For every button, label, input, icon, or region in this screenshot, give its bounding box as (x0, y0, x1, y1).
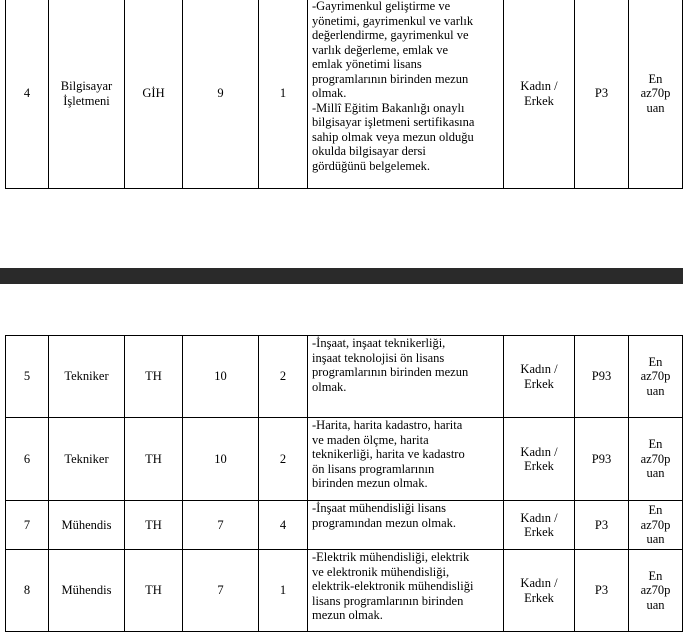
gender-cell (504, 501, 575, 550)
requirements-cell (308, 0, 504, 189)
cell-line: Tekniker (64, 369, 109, 384)
cell-line: birinden mezun olmak. (312, 476, 428, 490)
cell-line: uan (646, 597, 665, 612)
degree-cell: 9 (183, 0, 259, 189)
degree-cell: 7 (183, 550, 259, 632)
cell-line: Kadın / (520, 79, 558, 93)
cell-line: ön lisans programlarının (312, 461, 435, 476)
cell-line: mezun olmak. (312, 608, 383, 622)
kpss-score-type-cell: P3 (575, 0, 629, 189)
requirements-cell (308, 501, 504, 550)
cell-line: gördüğünü belgelemek. (312, 158, 431, 173)
cell-line: En (648, 568, 663, 583)
class-code-cell: TH (125, 501, 183, 550)
table-row (6, 501, 683, 550)
cell-line: Mühendis (61, 583, 112, 598)
row-number-cell: 4 (6, 0, 49, 189)
positions-table-bottom (5, 335, 683, 632)
cell-line: programından mezun olmak. (312, 515, 457, 530)
class-code-cell: TH (125, 418, 183, 501)
requirements-cell (308, 336, 504, 418)
degree-cell: 10 (183, 336, 259, 418)
cell-line: uan (646, 383, 665, 398)
cell-line: olmak. (312, 86, 347, 100)
cell-line: okulda bilgisayar dersi (312, 144, 426, 158)
positions-table-top (5, 0, 683, 189)
cell-line: uan (646, 532, 665, 547)
gender-cell (504, 550, 575, 632)
kpss-score-type-cell: P3 (575, 501, 629, 550)
table-row (6, 418, 683, 501)
cell-line: En (648, 354, 663, 369)
cell-line: elektrik-elektronik mühendisliği (312, 579, 474, 593)
gender-cell (504, 0, 575, 189)
cell-line: ve elektronik mühendisliği, (312, 564, 450, 579)
class-code-cell: TH (125, 550, 183, 632)
cell-line: Mühendis (61, 517, 112, 532)
degree-cell: 7 (183, 501, 259, 550)
cell-line: Erkek (524, 590, 554, 605)
page-separator-band (0, 268, 683, 284)
cell-line: yönetimi, gayrimenkul ve varlık (312, 13, 474, 28)
cell-line: -Gayrimenkul geliştirme ve (312, 0, 451, 13)
minimum-score-cell (629, 501, 683, 550)
position-title-cell (49, 501, 125, 550)
degree-cell: 10 (183, 418, 259, 501)
cell-line: En (648, 437, 663, 452)
cell-line: az70p (640, 583, 671, 598)
position-count-cell: 1 (259, 550, 308, 632)
position-title-cell (49, 550, 125, 632)
cell-line: Kadın / (520, 362, 558, 376)
row-number-cell: 6 (6, 418, 49, 501)
cell-line: sahip olmak veya mezun olduğu (312, 129, 474, 144)
cell-line: az70p (640, 517, 671, 532)
row-number-cell: 8 (6, 550, 49, 632)
gender-cell (504, 336, 575, 418)
cell-line: teknikerliği, harita ve kadastro (312, 447, 465, 461)
minimum-score-cell (629, 336, 683, 418)
position-title-cell (49, 336, 125, 418)
position-count-cell: 4 (259, 501, 308, 550)
cell-line: -Millî Eğitim Bakanlığı onaylı (312, 100, 465, 115)
position-count-cell: 2 (259, 336, 308, 418)
cell-line: emlak yönetimi lisans (312, 57, 422, 71)
row-number-cell: 5 (6, 336, 49, 418)
row-number-cell: 7 (6, 501, 49, 550)
cell-line: lisans programlarının birinden (312, 593, 464, 608)
cell-line: -İnşaat, inşaat teknikerliği, (312, 336, 446, 350)
cell-line: Erkek (524, 459, 554, 473)
cell-line: uan (646, 100, 665, 115)
cell-line: Kadın / (520, 576, 558, 590)
cell-line: varlık değerleme, emlak ve (312, 42, 449, 57)
position-title-cell (49, 418, 125, 501)
cell-line: -İnşaat mühendisliği lisans (312, 501, 447, 515)
cell-line: uan (646, 466, 665, 481)
cell-line: programlarının birinden mezun (312, 71, 469, 86)
cell-line: -Elektrik mühendisliği, elektrik (312, 550, 470, 564)
class-code-cell: GİH (125, 0, 183, 189)
cell-line: -Harita, harita kadastro, harita (312, 418, 463, 432)
cell-line: Tekniker (64, 451, 109, 466)
position-title-cell (49, 0, 125, 189)
cell-line: olmak. (312, 379, 347, 394)
cell-line: az70p (640, 369, 671, 384)
minimum-score-cell (629, 0, 683, 189)
cell-line: az70p (640, 451, 671, 466)
cell-line: Bilgisayar (60, 79, 113, 93)
position-count-cell: 2 (259, 418, 308, 501)
cell-line: inşaat teknolojisi ön lisans (312, 350, 445, 365)
cell-line: En (648, 71, 663, 86)
kpss-score-type-cell: P93 (575, 418, 629, 501)
kpss-score-type-cell: P93 (575, 336, 629, 418)
minimum-score-cell (629, 418, 683, 501)
cell-line: En (648, 503, 663, 518)
cell-line: Erkek (524, 525, 554, 539)
cell-line: bilgisayar işletmeni sertifikasına (312, 115, 475, 129)
kpss-score-type-cell: P3 (575, 550, 629, 632)
cell-line: az70p (640, 86, 671, 101)
gender-cell (504, 418, 575, 501)
cell-line: İşletmeni (63, 93, 110, 108)
cell-line: değerlendirme, gayrimenkul ve (312, 28, 469, 42)
cell-line: programlarının birinden mezun (312, 365, 469, 379)
table-row (6, 336, 683, 418)
requirements-cell (308, 418, 504, 501)
position-count-cell: 1 (259, 0, 308, 189)
table-row (6, 550, 683, 632)
table-row (6, 0, 683, 189)
cell-line: ve maden ölçme, harita (312, 432, 429, 447)
cell-line: Erkek (524, 376, 554, 391)
cell-line: Kadın / (520, 444, 558, 459)
cell-line: Kadın / (520, 510, 558, 525)
class-code-cell: TH (125, 336, 183, 418)
cell-line: Erkek (524, 93, 554, 108)
requirements-cell (308, 550, 504, 632)
minimum-score-cell (629, 550, 683, 632)
